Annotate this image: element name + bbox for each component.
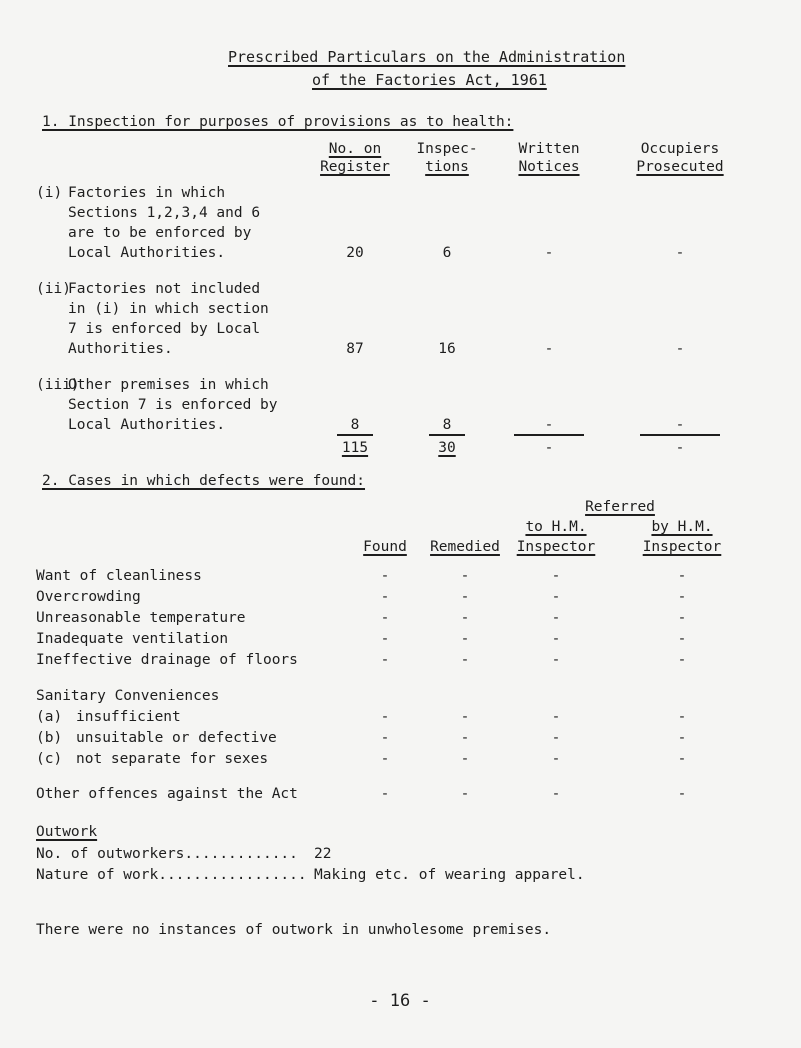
defect-label: Want of cleanliness <box>36 568 202 584</box>
col-register-line1: No. on <box>328 141 382 157</box>
cell-to-hm: - <box>551 631 561 647</box>
col-prosecuted-line1: Occupiers <box>640 141 720 157</box>
cell-found: - <box>380 610 390 626</box>
row-text-line: 7 is enforced by Local <box>68 321 261 337</box>
nature-of-work-label: Nature of work................. <box>36 867 307 883</box>
total-rule <box>337 434 373 436</box>
cell-notices: - <box>544 417 554 433</box>
sanitary-letter: (a) <box>36 709 63 725</box>
row-number: (i) <box>36 185 63 201</box>
outworkers-label: No. of outworkers............. <box>36 846 298 862</box>
cell-prosecuted: - <box>675 245 685 261</box>
col-inspections-line2: tions <box>425 159 469 175</box>
row-text-line: Local Authorities. <box>68 245 226 261</box>
cell-by-hm: - <box>677 709 687 725</box>
section2-heading: 2. Cases in which defects were found: <box>42 473 366 489</box>
col-to-hm-line1: to H.M. <box>525 519 587 535</box>
cell-register: 87 <box>346 341 364 357</box>
total-register: 115 <box>341 440 369 456</box>
total-prosecuted: - <box>675 440 685 456</box>
cell-by-hm: - <box>677 786 687 802</box>
document-title: Prescribed Particulars on the Administration <box>228 48 626 66</box>
sanitary-letter: (b) <box>36 730 63 746</box>
cell-by-hm: - <box>677 568 687 584</box>
cell-found: - <box>380 631 390 647</box>
row-text-line: Factories in which <box>68 185 226 201</box>
row-text-line: Authorities. <box>68 341 173 357</box>
other-offences-label: Other offences against the Act <box>36 786 298 802</box>
sanitary-label: not separate for sexes <box>76 751 269 767</box>
outwork-note: There were no instances of outwork in unwholesome premises. <box>36 922 552 938</box>
row-text-line: Section 7 is enforced by <box>68 397 278 413</box>
cell-by-hm: - <box>677 610 687 626</box>
cell-notices: - <box>544 245 554 261</box>
total-rule <box>514 434 584 436</box>
col-notices-line2: Notices <box>518 159 580 175</box>
cell-to-hm: - <box>551 730 561 746</box>
cell-to-hm: - <box>551 709 561 725</box>
cell-by-hm: - <box>677 631 687 647</box>
cell-inspections: 8 <box>442 417 452 433</box>
cell-to-hm: - <box>551 652 561 668</box>
cell-found: - <box>380 709 390 725</box>
cell-by-hm: - <box>677 751 687 767</box>
cell-prosecuted: - <box>675 417 685 433</box>
col-by-hm-line1: by H.M. <box>651 519 713 535</box>
cell-found: - <box>380 751 390 767</box>
col-to-hm-line2: Inspector <box>516 539 596 555</box>
sanitary-label: insufficient <box>76 709 181 725</box>
page-number: - 16 - <box>369 991 431 1011</box>
sanitary-label: unsuitable or defective <box>76 730 277 746</box>
col-register-line2: Register <box>320 159 390 175</box>
col-found: Found <box>363 539 407 555</box>
sanitary-heading: Sanitary Conveniences <box>36 688 220 704</box>
cell-found: - <box>380 568 390 584</box>
cell-remedied: - <box>460 568 470 584</box>
row-text-line: in (i) in which section <box>68 301 269 317</box>
col-referred: Referred <box>585 499 655 515</box>
col-remedied: Remedied <box>430 539 500 555</box>
row-number: (ii) <box>36 281 71 297</box>
col-notices-line1: Written <box>518 141 580 157</box>
cell-prosecuted: - <box>675 341 685 357</box>
total-inspections: 30 <box>438 440 456 456</box>
cell-remedied: - <box>460 786 470 802</box>
total-notices: - <box>544 440 554 456</box>
cell-found: - <box>380 589 390 605</box>
row-text-line: Factories not included <box>68 281 261 297</box>
cell-by-hm: - <box>677 652 687 668</box>
cell-to-hm: - <box>551 610 561 626</box>
cell-found: - <box>380 786 390 802</box>
cell-notices: - <box>544 341 554 357</box>
cell-remedied: - <box>460 631 470 647</box>
defect-label: Inadequate ventilation <box>36 631 229 647</box>
row-text-line: are to be enforced by <box>68 225 252 241</box>
cell-remedied: - <box>460 730 470 746</box>
cell-to-hm: - <box>551 568 561 584</box>
cell-remedied: - <box>460 589 470 605</box>
document-subtitle: of the Factories Act, 1961 <box>312 71 547 89</box>
row-text-line: Sections 1,2,3,4 and 6 <box>68 205 261 221</box>
cell-remedied: - <box>460 709 470 725</box>
total-rule <box>429 434 465 436</box>
defect-label: Ineffective drainage of floors <box>36 652 298 668</box>
cell-by-hm: - <box>677 589 687 605</box>
cell-register: 20 <box>346 245 364 261</box>
cell-by-hm: - <box>677 730 687 746</box>
row-number: (iii) <box>36 377 80 393</box>
defect-label: Overcrowding <box>36 589 141 605</box>
row-text-line: Other premises in which <box>68 377 269 393</box>
cell-to-hm: - <box>551 589 561 605</box>
col-by-hm-line2: Inspector <box>642 539 722 555</box>
cell-remedied: - <box>460 610 470 626</box>
cell-to-hm: - <box>551 786 561 802</box>
cell-inspections: 16 <box>438 341 456 357</box>
cell-found: - <box>380 730 390 746</box>
defect-label: Unreasonable temperature <box>36 610 246 626</box>
col-inspections-line1: Inspec- <box>416 141 478 157</box>
nature-of-work-value: Making etc. of wearing apparel. <box>314 867 585 883</box>
cell-register: 8 <box>350 417 360 433</box>
cell-inspections: 6 <box>442 245 452 261</box>
outwork-heading: Outwork <box>36 824 98 840</box>
row-text-line: Local Authorities. <box>68 417 226 433</box>
total-rule <box>640 434 720 436</box>
section1-heading: 1. Inspection for purposes of provisions as to health: <box>42 114 514 130</box>
cell-remedied: - <box>460 751 470 767</box>
col-prosecuted-line2: Prosecuted <box>636 159 724 175</box>
cell-to-hm: - <box>551 751 561 767</box>
outworkers-value: 22 <box>314 846 332 862</box>
sanitary-letter: (c) <box>36 751 63 767</box>
cell-remedied: - <box>460 652 470 668</box>
cell-found: - <box>380 652 390 668</box>
